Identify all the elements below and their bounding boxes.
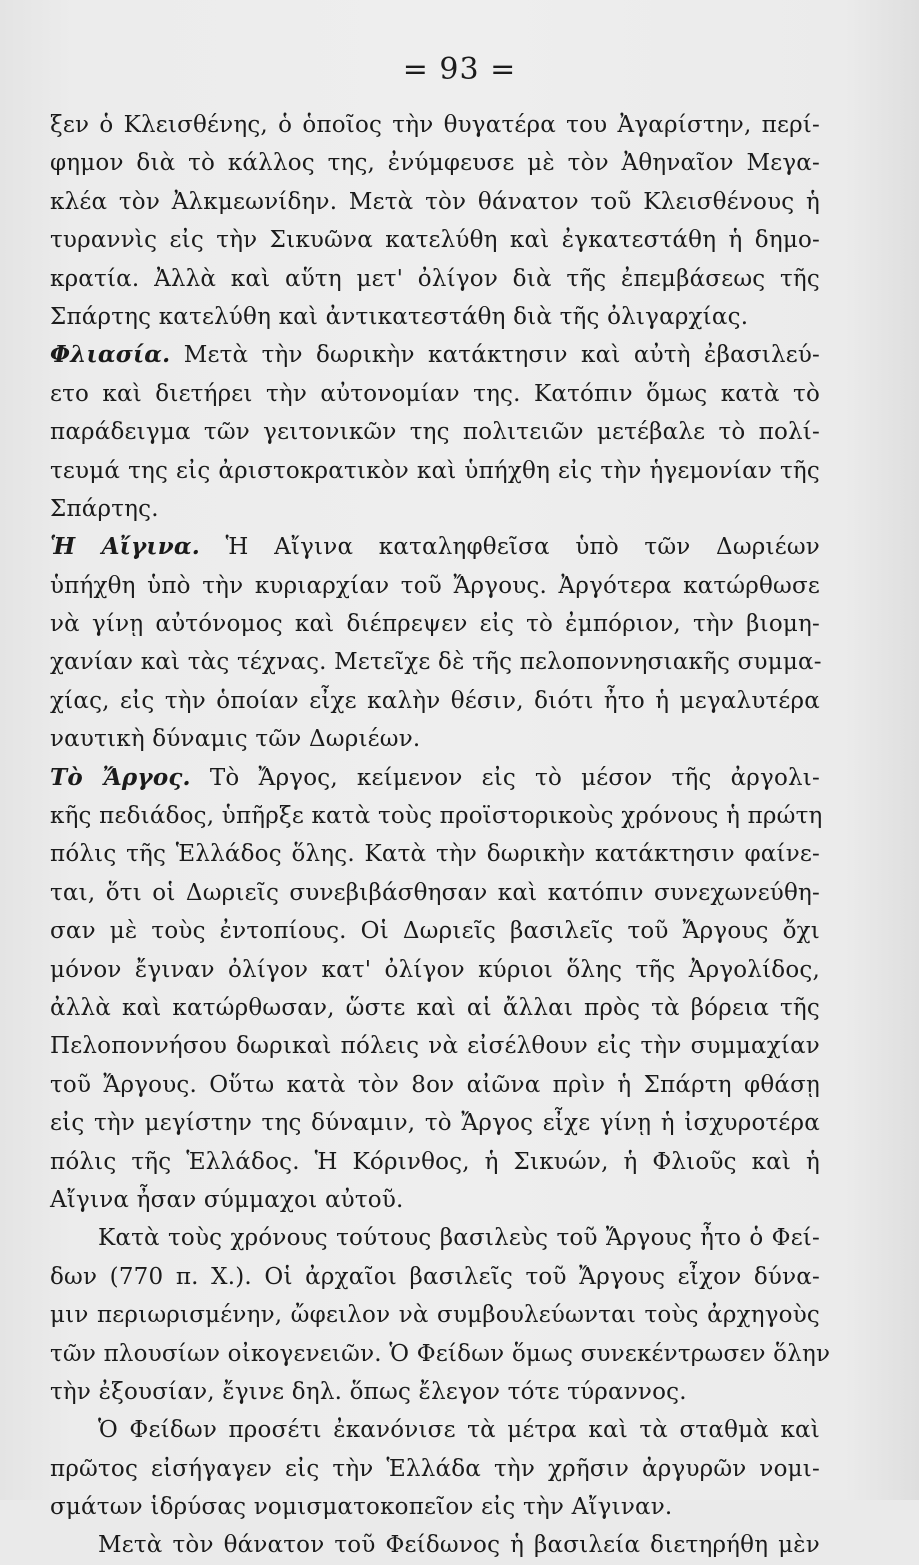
text-line (50, 528, 820, 566)
line-text: Κατὰ τοὺς χρόνους τούτους βασιλεὺς τοῦ Ἄργους ἦτο ὁ Φεί- (98, 1225, 820, 1252)
text-line (50, 1450, 820, 1488)
line-text: Τὸ Ἄργος, κείμενον εἰς τὸ μέσον τῆς ἀργολι- (190, 764, 820, 791)
line-text: Μετὰ τὴν δωρικὴν κατάκτησιν καὶ αὐτὴ ἐβασιλεύ- (170, 342, 820, 369)
line-text: πόλις τῆς Ἑλλάδος. Ἡ Κόρινθος, ἡ Σικυών, ἡ Φλιοῦς καὶ ἡ (50, 1148, 820, 1175)
line-text: ναυτικὴ δύναμις τῶν Δωριέων. (50, 726, 421, 753)
line-text: τευμά της εἰς ἀριστοκρατικὸν καὶ ὑπήχθη εἰς τὴν ἡγεμονίαν τῆς (50, 457, 820, 484)
line-text: ετο καὶ διετήρει τὴν αὐτονομίαν της. Κατόπιν ὅμως κατὰ τὸ (50, 380, 820, 407)
text-line (50, 1373, 820, 1411)
text-line (50, 452, 820, 490)
text-line (50, 682, 820, 720)
text-line (50, 720, 820, 758)
text-line (50, 1335, 831, 1373)
text-line (50, 260, 820, 298)
line-text: Ἡ Αἴγινα καταληφθεῖσα ὑπὸ τῶν Δωριέων (199, 534, 820, 561)
line-text: ξεν ὁ Κλεισθένης, ὁ ὁποῖος τὴν θυγατέρα του Ἀγαρίστην, περί- (50, 112, 820, 138)
line-text: νὰ γίνῃ αὐτόνομος καὶ διέπρεψεν εἰς τὸ ἐμπόριον, τὴν βιομη- (50, 611, 820, 638)
line-text: τυραννὶς εἰς τὴν Σικυῶνα κατελύθη καὶ ἐγκατεστάθη ἡ δημο- (50, 227, 820, 254)
text-line (50, 989, 820, 1027)
line-text: τοῦ Ἄργους. Οὕτω κατὰ τὸν 8ον αἰῶνα πρὶν ἡ Σπάρτη φθάσῃ (50, 1071, 820, 1098)
text-line (50, 1411, 820, 1449)
line-text: ἀλλὰ καὶ κατώρθωσαν, ὥστε καὶ αἱ ἄλλαι πρὸς τὰ βόρεια τῆς (50, 994, 820, 1021)
body-text (50, 106, 831, 1565)
section-heading: Τὸ Ἄργος. (50, 763, 191, 791)
text-line (50, 106, 820, 144)
line-text: Ὁ Φείδων προσέτι ἐκανόνισε τὰ μέτρα καὶ τὰ σταθμὰ καὶ (98, 1417, 820, 1444)
text-line (50, 1143, 820, 1181)
text-line (50, 336, 820, 374)
text-line (50, 298, 820, 336)
line-text: μιν περιωρισμένην, ὤφειλον νὰ συμβουλεύωνται τοὺς ἀρχηγοὺς (50, 1302, 820, 1329)
line-text: παράδειγμα τῶν γειτονικῶν της πολιτειῶν μετέβαλε τὸ πολί- (50, 419, 820, 446)
line-text: φημον διὰ τὸ κάλλος της, ἐνύμφευσε μὲ τὸν Ἀθηναῖον Μεγα- (50, 150, 820, 177)
section-heading: Ἡ Αἴγινα. (50, 533, 200, 561)
line-text: εἰς τὴν μεγίστην της δύναμιν, τὸ Ἄργος εἶχε γίνῃ ἡ ἰσχυροτέρα (50, 1110, 820, 1137)
text-line (50, 1066, 820, 1104)
line-text: χίας, εἰς τὴν ὁποίαν εἶχε καλὴν θέσιν, διότι ἦτο ἡ μεγαλυτέρα (50, 687, 820, 714)
line-text: ὑπήχθη ὑπὸ τὴν κυριαρχίαν τοῦ Ἄργους. Ἀργότερα κατώρθωσε (50, 572, 820, 599)
section-heading: Φλιασία. (50, 341, 171, 369)
text-line (50, 1296, 820, 1334)
line-text: κρατία. Ἀλλὰ καὶ αὕτη μετ' ὀλίγον διὰ τῆς ἐπεμβάσεως τῆς (50, 265, 820, 292)
text-line (50, 797, 823, 835)
text-line (50, 912, 820, 950)
text-line (50, 221, 820, 259)
line-text: πόλις τῆς Ἑλλάδος ὅλης. Κατὰ τὴν δωρικὴν κατάκτησιν φαίνε- (50, 841, 820, 868)
text-line (50, 643, 820, 681)
page-number: = 93 = (402, 52, 517, 87)
text-line (50, 183, 820, 221)
text-line (50, 1219, 820, 1257)
line-text: τὴν ἐξουσίαν, ἔγινε δηλ. ὅπως ἔλεγον τότε τύραννος. (50, 1378, 687, 1405)
text-line (50, 1104, 820, 1142)
text-line (50, 835, 820, 873)
text-line (50, 375, 820, 413)
line-text: Σπάρτης. (50, 495, 159, 522)
line-text: Μετὰ τὸν θάνατον τοῦ Φείδωνος ἡ βασιλεία διετηρήθη μὲν (98, 1532, 820, 1559)
line-text: Πελοποννήσου δωρικαὶ πόλεις νὰ εἰσέλθουν εἰς τὴν συμμαχίαν (50, 1033, 820, 1060)
text-line (50, 144, 820, 182)
text-line (50, 490, 820, 528)
line-text: σμάτων ἱδρύσας νομισματοκοπεῖον εἰς τὴν Αἴγιναν. (50, 1494, 673, 1521)
text-line (50, 605, 820, 643)
text-line (50, 874, 820, 912)
line-text: μόνον ἔγιναν ὀλίγον κατ' ὀλίγον κύριοι ὅλης τῆς Ἀργολίδος, (50, 956, 820, 983)
text-line (50, 1488, 820, 1526)
text-line (50, 1526, 820, 1564)
text-line (50, 413, 820, 451)
text-line (50, 1258, 820, 1296)
text-line (50, 759, 820, 797)
line-text: Σπάρτης κατελύθη καὶ ἀντικατεστάθη διὰ τῆς ὀλιγαρχίας. (50, 303, 749, 330)
line-text: χανίαν καὶ τὰς τέχνας. Μετεῖχε δὲ τῆς πελοποννησιακῆς συμμα- (50, 649, 822, 676)
line-text: κλέα τὸν Ἀλκμεωνίδην. Μετὰ τὸν θάνατον τοῦ Κλεισθένους ἡ (50, 188, 820, 215)
line-text: δων (770 π. Χ.). Οἱ ἀρχαῖοι βασιλεῖς τοῦ Ἄργους εἶχον δύνα- (50, 1263, 820, 1290)
line-text: Αἴγινα ἦσαν σύμμαχοι αὐτοῦ. (50, 1186, 404, 1213)
line-text: ται, ὅτι οἱ Δωριεῖς συνεβιβάσθησαν καὶ κατόπιν συνεχωνεύθη- (50, 879, 820, 906)
text-line (50, 567, 820, 605)
text-line (50, 1027, 820, 1065)
text-line (50, 951, 820, 989)
line-text: σαν μὲ τοὺς ἐντοπίους. Οἱ Δωριεῖς βασιλεῖς τοῦ Ἄργους ὄχι (50, 918, 820, 945)
line-text: πρῶτος εἰσήγαγεν εἰς τὴν Ἑλλάδα τὴν χρῆσιν ἀργυρῶν νομι- (50, 1455, 820, 1482)
text-line (50, 1181, 820, 1219)
line-text: κῆς πεδιάδος, ὑπῆρξε κατὰ τοὺς προϊστορικοὺς χρόνους ἡ πρώτη (50, 803, 823, 830)
line-text: τῶν πλουσίων οἰκογενειῶν. Ὁ Φείδων ὅμως συνεκέντρωσεν ὅλην (50, 1340, 831, 1367)
